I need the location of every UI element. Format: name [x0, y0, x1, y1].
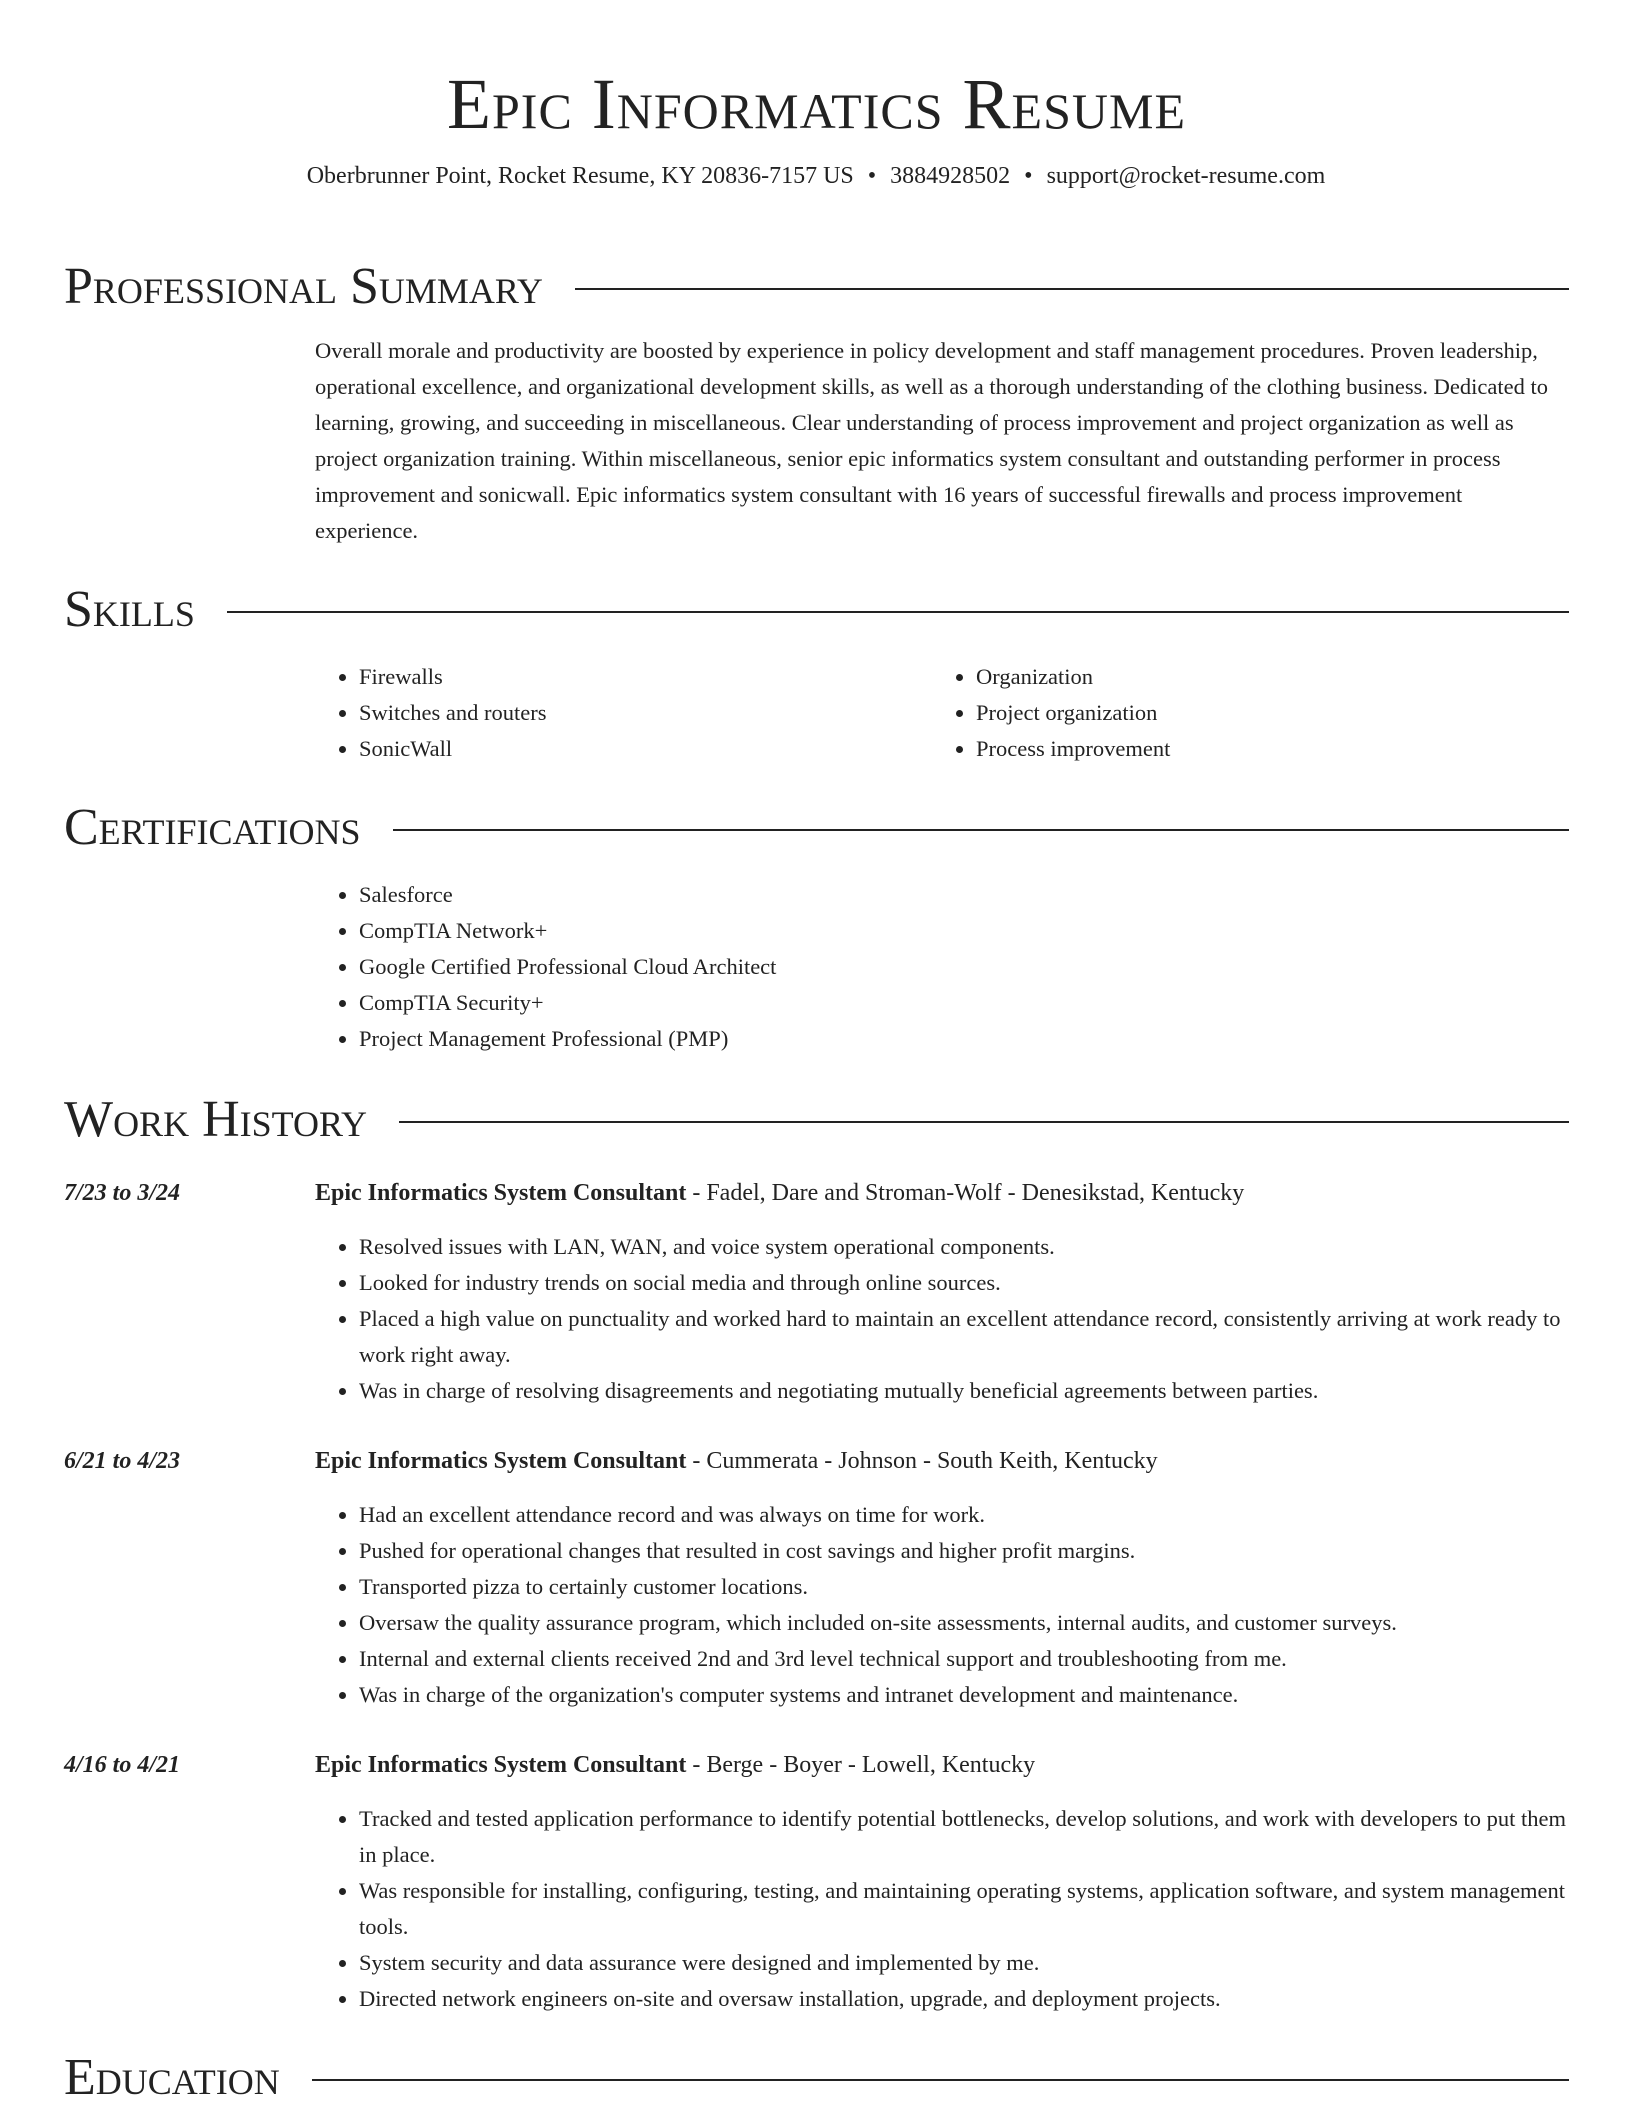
education-header — [64, 2046, 1569, 2110]
job-employer: - Berge - Boyer - Lowell, Kentucky — [686, 1752, 1036, 1778]
job-entry — [64, 1747, 1569, 2017]
job-dates: 6/21 to 4/23 — [64, 1448, 181, 1474]
skills-header — [64, 578, 1569, 642]
contact-separator: • — [867, 163, 877, 189]
job-bullet: • Placed a high value on punctuality and worked hard to maintain an excellent attendance record, consistently arriving at work ready to work right away. — [359, 1301, 1569, 1373]
job-bullets — [315, 1497, 1569, 1713]
certifications-title: Certifications — [64, 799, 361, 856]
skill-item: • Switches and routers — [359, 695, 932, 731]
job-bullet: • Was in charge of resolving disagreements and negotiating mutually beneficial agreements between parties. — [359, 1373, 1569, 1409]
summary-text: Overall morale and productivity are boosted by experience in policy development and staff management procedures. Proven leadership, operational excellence, and organizational development skills, as well as a thorough understanding of the clothing business. Dedicated to learning, growing, and succeeding in miscellaneous. Clear understanding of process improvement and project organization as well as project organization training. Within miscellaneous, senior epic informatics system consultant and outstanding performer in process improvement and sonicwall. Epic informatics system consultant with 16 years of successful firewalls and process improvement experience. — [315, 338, 1548, 543]
contact-address: Oberbrunner Point, Rocket Resume, KY 20836-7157 US — [306, 163, 854, 189]
job-bullet: • Was in charge of the organization's computer systems and intranet development and maintenance. — [359, 1677, 1569, 1713]
contact-line — [0, 160, 1632, 192]
certification-item: • Project Management Professional (PMP) — [359, 1021, 1569, 1057]
contact-phone: 3884928502 — [890, 163, 1011, 189]
work-history-title: Work History — [64, 1091, 368, 1148]
job-bullet: • Tracked and tested application performance to identify potential bottlenecks, develop solutions, and work with developers to put them in place. — [359, 1801, 1569, 1873]
summary-header — [64, 255, 1569, 319]
job-bullets — [315, 1229, 1569, 1409]
job-bullets — [315, 1801, 1569, 2017]
job-header — [64, 1747, 1569, 1783]
job-bullet: • Was responsible for installing, configuring, testing, and maintaining operating systems, application software, and system management tools. — [359, 1873, 1569, 1945]
job-entry — [64, 1443, 1569, 1713]
certification-item: • Salesforce — [359, 877, 1569, 913]
job-employer: - Cummerata - Johnson - South Keith, Kentucky — [686, 1448, 1158, 1474]
skill-item: • Firewalls — [359, 659, 932, 695]
job-dates: 7/23 to 3/24 — [64, 1180, 181, 1206]
job-heading — [315, 1747, 1035, 1783]
skills-title: Skills — [64, 581, 195, 638]
contact-email: support@rocket-resume.com — [1046, 163, 1326, 189]
section-divider — [227, 611, 1569, 613]
job-dates: 4/16 to 4/21 — [64, 1752, 181, 1778]
job-title: Epic Informatics System Consultant — [315, 1180, 687, 1206]
skill-item: • SonicWall — [359, 731, 932, 767]
skill-item: • Project organization — [976, 695, 1549, 731]
job-entry — [64, 1175, 1569, 1409]
summary-section — [64, 255, 1569, 549]
job-bullet: • Internal and external clients received 2nd and 3rd level technical support and troubleshooting from me. — [359, 1641, 1569, 1677]
job-title: Epic Informatics System Consultant — [315, 1752, 687, 1778]
section-divider — [575, 288, 1569, 290]
education-title: Education — [64, 2049, 280, 2106]
contact-separator: • — [1024, 163, 1033, 189]
job-title: Epic Informatics System Consultant — [315, 1448, 687, 1474]
skills-section — [64, 578, 1569, 767]
certifications-section — [64, 796, 1569, 1057]
job-header — [64, 1443, 1569, 1479]
section-divider — [393, 829, 1569, 831]
job-heading — [315, 1443, 1158, 1479]
certifications-list — [315, 877, 1569, 1057]
section-divider — [312, 2079, 1569, 2081]
skills-column-left — [315, 659, 932, 767]
summary-title: Professional Summary — [64, 258, 543, 315]
job-bullet: • Had an excellent attendance record and was always on time for work. — [359, 1497, 1569, 1533]
work-history-section — [64, 1088, 1569, 1152]
section-divider — [399, 1121, 1569, 1123]
job-bullet: • Pushed for operational changes that resulted in cost savings and higher profit margins. — [359, 1533, 1569, 1569]
skills-columns — [315, 659, 1569, 767]
job-employer: - Fadel, Dare and Stroman-Wolf - Denesikstad, Kentucky — [686, 1180, 1245, 1206]
education-section — [64, 2046, 1569, 2110]
job-bullet: • Directed network engineers on-site and oversaw installation, upgrade, and deployment projects. — [359, 1981, 1569, 2017]
skills-column-right — [932, 659, 1549, 767]
certification-item: • CompTIA Network+ — [359, 913, 1569, 949]
certification-item: • Google Certified Professional Cloud Architect — [359, 949, 1569, 985]
job-heading — [315, 1175, 1244, 1211]
certification-item: • CompTIA Security+ — [359, 985, 1569, 1021]
work-history-header — [64, 1088, 1569, 1152]
job-bullet: • Looked for industry trends on social media and through online sources. — [359, 1265, 1569, 1301]
job-bullet: • Resolved issues with LAN, WAN, and voice system operational components. — [359, 1229, 1569, 1265]
job-header — [64, 1175, 1569, 1211]
skill-item: • Organization — [976, 659, 1549, 695]
job-bullet: • System security and data assurance were designed and implemented by me. — [359, 1945, 1569, 1981]
skill-item: • Process improvement — [976, 731, 1549, 767]
certifications-header — [64, 796, 1569, 860]
job-bullet: • Oversaw the quality assurance program, which included on-site assessments, internal audits, and customer surveys. — [359, 1605, 1569, 1641]
job-bullet: • Transported pizza to certainly customer locations. — [359, 1569, 1569, 1605]
resume-name: Epic Informatics Resume — [447, 64, 1186, 144]
